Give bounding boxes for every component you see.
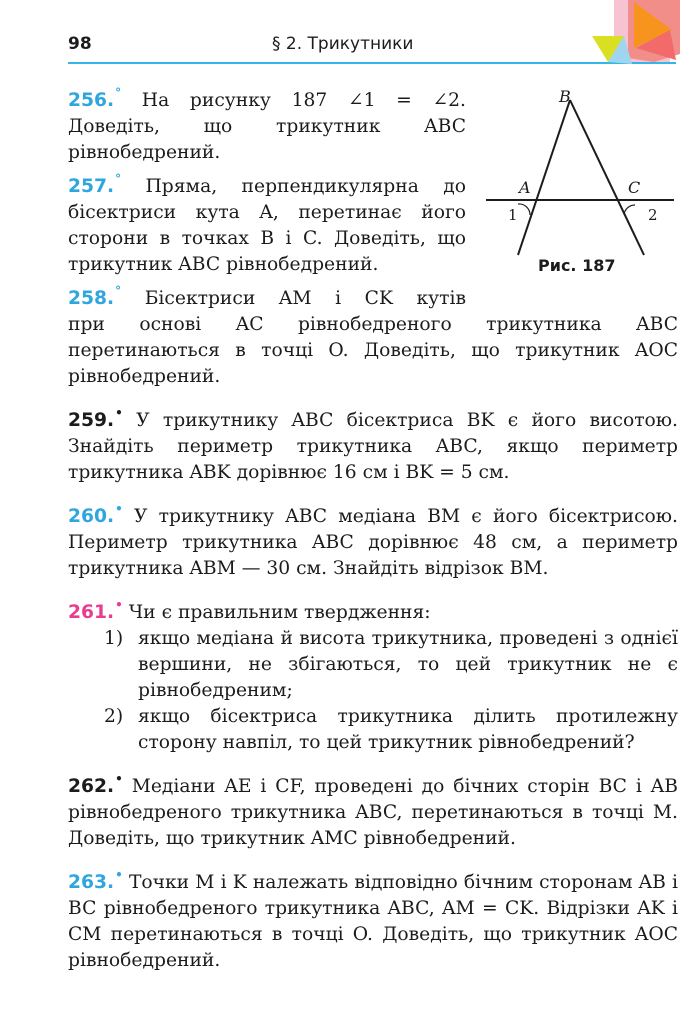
problem-257	[68, 166, 466, 278]
problem-list	[68, 80, 678, 974]
figure-label-b: B	[559, 87, 571, 106]
sub-item-1	[104, 626, 678, 704]
problem-text: Чи є правильним твердження:	[128, 602, 431, 623]
sub-item-text: якщо бісектриса трикутника ділить протилежну сторону навпіл, то цей трикутник рівнобедрений?	[138, 706, 678, 753]
problem-number: 261.•	[68, 598, 123, 623]
problem-number: 259.•	[68, 406, 123, 431]
problem-number: 257.°	[68, 172, 122, 197]
problem-263	[68, 862, 678, 974]
sub-item-number: 2)	[104, 706, 124, 727]
problem-number: 258.°	[68, 284, 122, 309]
problem-text-first-line: Бісектриси AM і CK кутів	[144, 288, 466, 309]
problem-258	[68, 278, 678, 390]
problem-259	[68, 400, 678, 486]
problem-number: 263.•	[68, 868, 123, 893]
problem-260	[68, 496, 678, 582]
problem-261	[68, 592, 678, 756]
sub-item-text: якщо медіана й висота трикутника, проведені з однієї вершини, не збігаються, то цей трикутник не є рівнобедреним;	[138, 628, 678, 701]
page-number: 98	[68, 34, 92, 54]
problem-text: Медіани AE і CF, проведені до бічних сторін BC і AB рівнобедреного трикутника ABC, перетинаються в точці M. Доведіть, що трикутник AMC рівнобедрений.	[68, 776, 678, 849]
sub-item-number: 1)	[104, 628, 124, 649]
page-header	[0, 0, 695, 75]
figure-label-c: C	[628, 178, 641, 197]
problem-number: 260.•	[68, 502, 123, 527]
header-rule	[68, 62, 676, 64]
problem-text: при основі AC рівнобедреного трикутника ABC перетинаються в точці O. Доведіть, що трикутник AOC рівнобедрений.	[68, 314, 678, 387]
figure-label-angle-2: 2	[648, 206, 658, 224]
figure-label-angle-1: 1	[508, 206, 518, 224]
figure-caption: Рис. 187	[538, 256, 616, 275]
corner-decoration	[588, 0, 683, 72]
problem-256	[68, 80, 466, 166]
sub-item-2	[104, 704, 678, 756]
problem-text: У трикутнику ABC медіана BM є його бісектрисою. Периметр трикутника ABC дорівнює 48 см, а периметр трикутника ABM — 30 см. Знайдіть відрізок BM.	[68, 506, 678, 579]
problem-text: Точки M і K належать відповідно бічним сторонам AB і BC рівнобедреного трикутника ABC, AM = CK. Відрізки AK і CM перетинаються в точці O. Доведіть, що трикутник AOC рівнобедрений.	[68, 872, 678, 971]
problem-number: 262.•	[68, 772, 123, 797]
problem-number: 256.°	[68, 86, 122, 111]
problem-text: Пряма, перпендикулярна до бісектриси кута A, перетинає його сторони в точках B і C. Доведіть, що трикутник ABC рівнобедрений.	[68, 176, 466, 275]
figure-label-a: A	[519, 178, 531, 197]
problem-text: У трикутнику ABC бісектриса BK є його висотою. Знайдіть периметр трикутника ABC, якщо периметр трикутника ABK дорівнює 16 см і BK = 5 см.	[68, 410, 678, 483]
problem-262	[68, 766, 678, 852]
problem-text: На рисунку 187 ∠1 = ∠2. Доведіть, що трикутник ABC рівнобедрений.	[68, 90, 466, 163]
section-title: § 2. Трикутники	[272, 34, 414, 54]
